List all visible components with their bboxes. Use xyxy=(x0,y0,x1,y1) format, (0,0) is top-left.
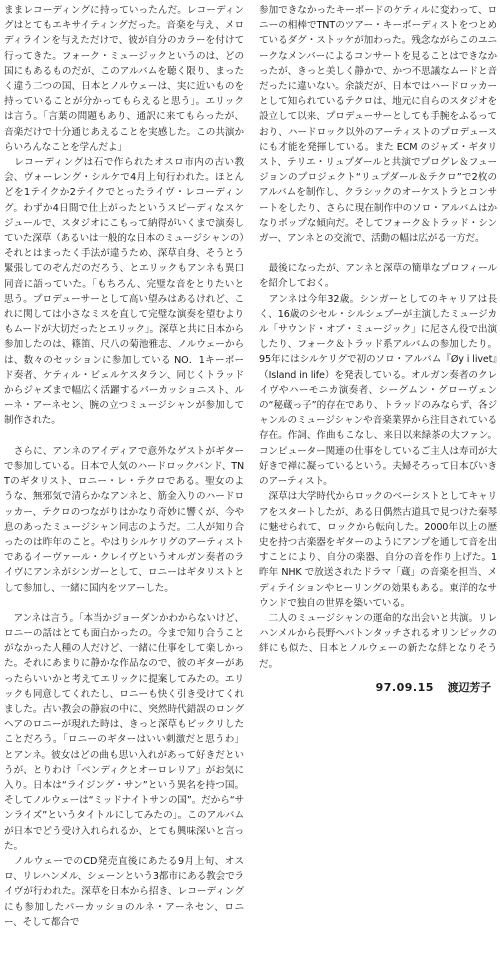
paragraph: さらに、アンネのアイディアで意外なゲストがギターで参加している。日本で人気のハードロックバンド、TNTのギタリスト、ロニー・レ・テクロである。聖女のような、無邪気で清らかなアンネと、筋金入りのハードロッカー、テクロのつながりはかなり奇妙に響くが、今や息のあったミュージシャン同志のようだ。二人が知り合ったのは昨年のこと。やはりシルケリグのアーティストであるイーヴァール・クレイヴというオルガン奏者のライヴにアンネがシンガーとして、ロニーはギタリストとして参加し、一緒に国内をツアーした。 xyxy=(4,445,244,594)
signature xyxy=(259,680,497,695)
paragraph: アンネは言う。「本当かジョーダンかわからないけど、ロニーの話はとても面白かったの。今まで知り合うことがなかった人種の人だけど、一緒に仕事をして楽しかった。それにあまりに静かな作品なので、彼のギターがあったらいいかと考えてエリックに提案してみたの。エリックも同意してくれたし、ロニーも快く引き受けてくれました。古い教会の静寂の中に、突然時代錯誤のロングヘアのロニーが現れた時は、きっと深草もビックリしたことだろう。「ロニーのギターはいい刺激だと思うわ」とアンネ。彼女はどの曲も思い入れがあって好きだというが、とりわけ「ベンディクとオーロレリア」がお気に入り。日本は“ライジング・サン”という異名を持つ国。そしてノルウェーは“ミッドナイトサンの国”。だから“サンライズ”というタイトルにしてみたの」。このアルバムが日本でどう受け入れられるか、とても興味深いと言った。 xyxy=(4,612,244,852)
paragraph: 参加できなかったキーボードのケティルに変わって、ロニーの相棒でTNTのツアー・キーボーディストをつとめているダグ・ストッケが加わった。残念ながらこのユニークなメンバーによるコンサートを見ることはできなかったが、きっと美しく静かで、かつ不思議なムードと音だったに違いない。余談だが、日本ではハードロッカーとして知られているテクロは、地元に自らのスタジオを設立して以来、プロデューサーとしても手腕をふるっており、ハードロック以外のアーティストのプロデュースにも才能を発揮している。また ECM のジャズ・ギタリスト、テリエ・リュプダールと共演でプログレ＆フュージョンのプロジェクト“リュプダール＆テクロ”で2枚のアルバムを制作し、クラシックのオーケストラとコンサートをしたり、さらに現在制作中のソロ・アルバムはかなりポップな傾向だ。そしてフォーク＆トラッド・シンガー、アンネとの交流で、活動の幅は広がる一方だ。 xyxy=(259,5,497,245)
left-column xyxy=(4,3,244,930)
signature-date: 97.09.15 xyxy=(375,680,434,694)
paragraph: ノルウェーでのCD発売直後にあたる9月上旬、オスロ、リレハンメル、シェーンという3都市にある教会でライヴが行われた。深草を日本から招き、レコーディングにも参加したパーカッショのルネ・アーネセン、ロニー、そして都合で xyxy=(4,855,244,928)
signature-author: 渡辺芳子 xyxy=(447,680,491,694)
paragraph: 最後になったが、アンネと深草の簡単なプロフィールを紹介しておく。 xyxy=(259,263,497,290)
paragraph: 深草は大学時代からロックのベーシストとしてキャリアをスタートしたが、ある日偶然古道具で見つけた秦琴に魅せられて、ロックから転向した。2000年以上の歴史を持つ古楽器をギターのようにアンプを通して音を出すことにより、自分の楽器、自分の音を作り上げた。1昨年 NHK で放送されたドラマ「蔵」の音楽を担当、メディテイションやヒーリングの効果もある。東洋的なサウンドで独自の世界を築いている。 xyxy=(259,491,497,609)
right-column xyxy=(259,3,497,695)
paragraph: 二人のミュージシャンの運命的な出会いと共演。リレハンメルから長野へバトンタッチされるオリンピックの絆にも似た、日本とノルウェーの新たな絆となりそうだ。 xyxy=(259,612,497,670)
paragraph: ままレコーディングに持っていったんだ。レコーディングはとてもエキサイティングだった。音楽を与え、メロディラインを与えただけで、彼が自分のカラーを付けて行ってきた。フォーク・ミュージックというのは、どの国にもあるものだが、このアルバムを聴く限り、まったく違う二つの国、日本とノルウェーは、実に近いものを持っていることが分かってもらえると思う」。エリックは言う。「言葉の問題もあり、通訳に来てもらったが、音楽だけで十分通じあえることを実感した。この共演からいろんなことを学んだよ」 xyxy=(4,5,244,153)
paragraph: レコーディングは石で作られたオスロ市内の古い教会、ヴォーレング・シルケで4月上旬行われた。ほとんどを1テイクか2テイクでとったライヴ・レコーディング。わずか4日間で仕上がったというスピーディなスケジュールで、スタジオにこもって納得がいくまで演奏していた深草（あるいは一般的な日本のミュージシャンの）それとはまったく手法が違うため、深草自身、そうとう緊張してのぞんだのだろう、とエリックもアンネも異口同音に語っていた。「もちろん、完璧な音をとりたいと思う。プロデューサーとして高い望みはあるけれど、これに関しては小さなミスを直して完璧な演奏を望むよりもムードが大切だったとエリック」。深草と共に日本から参加したのは、篠笛、尺八の菊池雅志、ノルウェーからは、数々のセッションに参加している NO．1キーボード奏者、ケティル・ビェルケスタラン、同じくトラッドからジャズまで幅広く活躍するパーカッショニスト、ルーネ・アーネセン、腕の立つミュージシャンが参加して制作された。 xyxy=(4,157,244,427)
paragraph: アンネは今年32歳。シンガーとしてのキャリアは長く、16歳のシセル・シルシェブーが主演したミュージカル「サウンド・オブ・ミュージック」に尼さん役で出演したり、フォーク＆トラッド系アルバムの参加したり。95年にはシルケリグで初のソロ・アルバム『Øy i livet』（Island in life）を発表している。オルガン奏者のクレイヴやハーモニカ演奏者、シーグムン・グローヴェンの“秘蔵っ子”的存在であり、トラッドのみならず、各ジャンルのミュージシャンや音楽業界から注目されている存在。作詞、作曲もこなし、来日以来緑茶の大ファン。コンピューター関連の仕事をしているご主人は寿司が大好きで禅に凝っているという。夫婦そろって日本びいきのアーティスト。 xyxy=(259,293,497,488)
